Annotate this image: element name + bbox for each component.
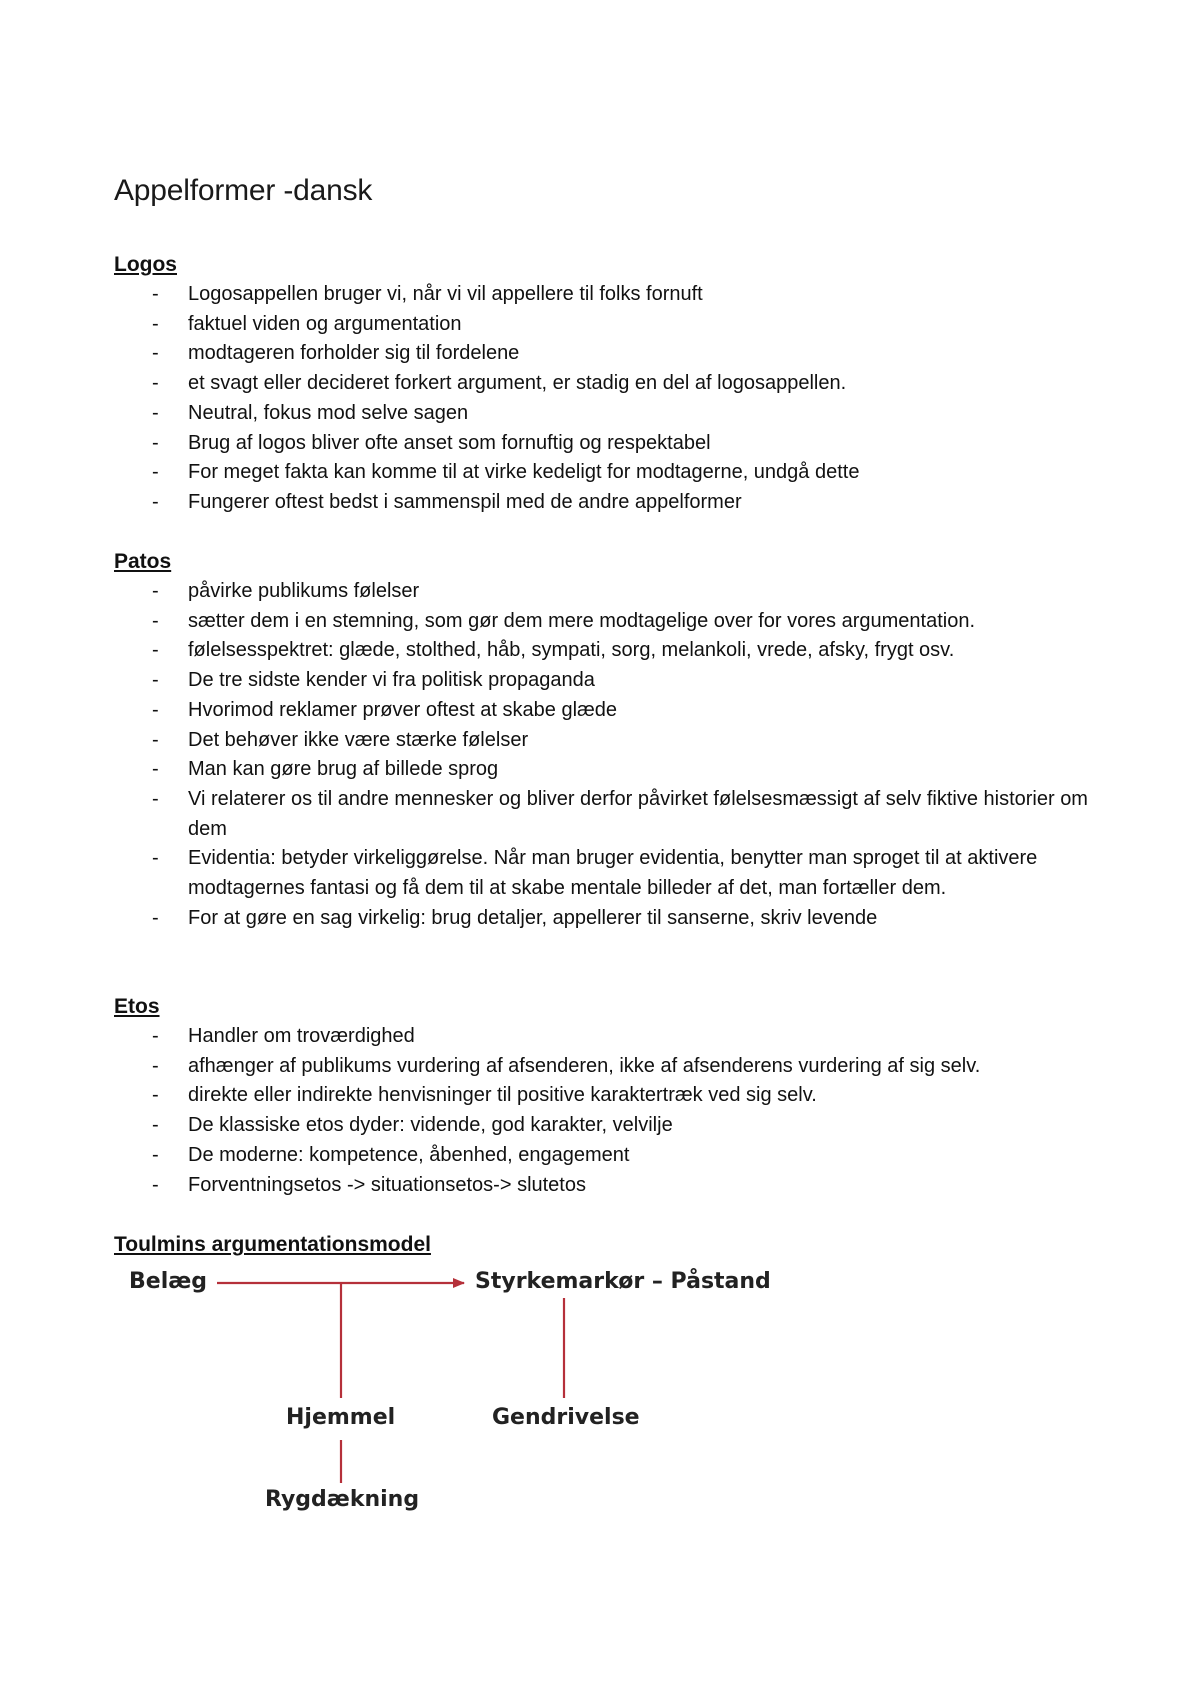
bullet-list-logos — [114, 280, 1114, 518]
list-item: - Evidentia: betyder virkeliggørelse. Når man bruger evidentia, benytter man sproget til at aktivere modtagernes fantasi og få dem til at skabe mentale billeder af det, man fortæller dem. — [114, 844, 1114, 903]
node-rygdaekning: Rygdækning — [265, 1487, 420, 1512]
node-gendrivelse: Gendrivelse — [492, 1405, 640, 1430]
list-item: - De tre sidste kender vi fra politisk propaganda — [114, 666, 1114, 696]
list-item: - Neutral, fokus mod selve sagen — [114, 399, 1114, 429]
section-logos — [114, 250, 1114, 518]
list-item: - sætter dem i en stemning, som gør dem mere modtagelige over for vores argumentation. — [114, 607, 1114, 637]
list-item: - For meget fakta kan komme til at virke kedeligt for modtagerne, undgå dette — [114, 458, 1114, 488]
list-item: - direkte eller indirekte henvisninger til positive karaktertræk ved sig selv. — [114, 1081, 1114, 1111]
section-heading-logos: Logos — [114, 253, 177, 276]
list-item: - modtageren forholder sig til fordelene — [114, 339, 1114, 369]
list-item: - Det behøver ikke være stærke følelser — [114, 726, 1114, 756]
list-item: - For at gøre en sag virkelig: brug detaljer, appellerer til sanserne, skriv levende — [114, 904, 1114, 934]
list-item: - Fungerer oftest bedst i sammenspil med de andre appelformer — [114, 488, 1114, 518]
section-toulmin — [114, 1230, 1114, 1260]
bullet-list-etos — [114, 1022, 1114, 1200]
section-heading-toulmin: Toulmins argumentationsmodel — [114, 1233, 431, 1256]
list-item: - følelsesspektret: glæde, stolthed, håb, sympati, sorg, melankoli, vrede, afsky, frygt osv. — [114, 636, 1114, 666]
list-item: - Handler om troværdighed — [114, 1022, 1114, 1052]
document-title: Appelformer -dansk — [114, 174, 373, 207]
list-item: - påvirke publikums følelser — [114, 577, 1114, 607]
list-item: - afhænger af publikums vurdering af afsenderen, ikke af afsenderens vurdering af sig selv. — [114, 1052, 1114, 1082]
node-paastand: Styrkemarkør – Påstand — [475, 1269, 771, 1294]
list-item: - Vi relaterer os til andre mennesker og bliver derfor påvirket følelsesmæssigt af selv fiktive historier om dem — [114, 785, 1114, 844]
toulmin-diagram — [114, 1258, 814, 1518]
list-item: - Logosappellen bruger vi, når vi vil appellere til folks fornuft — [114, 280, 1114, 310]
list-item: - Hvorimod reklamer prøver oftest at skabe glæde — [114, 696, 1114, 726]
section-etos — [114, 992, 1114, 1200]
list-item: - faktuel viden og argumentation — [114, 310, 1114, 340]
list-item: - Brug af logos bliver ofte anset som fornuftig og respektabel — [114, 429, 1114, 459]
section-patos — [114, 547, 1114, 933]
list-item: - Forventningsetos -> situationsetos-> slutetos — [114, 1171, 1114, 1201]
section-heading-etos: Etos — [114, 995, 160, 1018]
section-heading-patos: Patos — [114, 550, 172, 573]
list-item: - Man kan gøre brug af billede sprog — [114, 755, 1114, 785]
bullet-list-patos — [114, 577, 1114, 933]
node-hjemmel: Hjemmel — [286, 1405, 396, 1430]
list-item: - De klassiske etos dyder: vidende, god karakter, velvilje — [114, 1111, 1114, 1141]
list-item: - et svagt eller decideret forkert argument, er stadig en del af logosappellen. — [114, 369, 1114, 399]
diagram-lines — [114, 1258, 814, 1518]
node-belaeg: Belæg — [129, 1269, 208, 1294]
list-item: - De moderne: kompetence, åbenhed, engagement — [114, 1141, 1114, 1171]
